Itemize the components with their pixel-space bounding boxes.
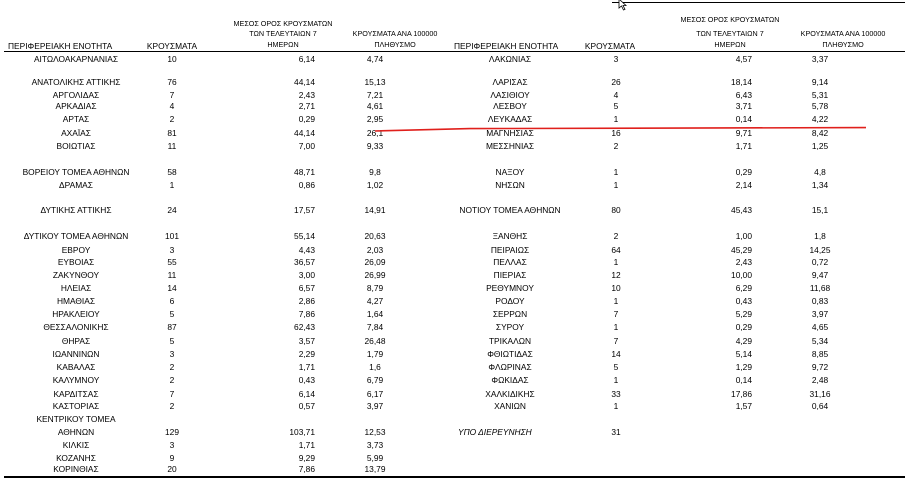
per100k-value: 9,33: [366, 141, 384, 151]
avg-value: 48,71: [294, 167, 315, 177]
region-name: ΣΕΡΡΩΝ: [492, 309, 528, 319]
region-name: ΚΕΝΤΡΙΚΟΥ ΤΟΜΕΑ: [36, 414, 116, 424]
per100k-value: 2,48: [811, 375, 829, 385]
cases-value: 81: [167, 128, 177, 138]
cases-value: 58: [167, 167, 177, 177]
region-name: ΑΘΗΝΩΝ: [57, 427, 95, 437]
per100k-value: 31,16: [809, 389, 831, 399]
region-name: ΑΡΚΑΔΙΑΣ: [55, 101, 97, 111]
per100k-value: 3,73: [366, 440, 384, 450]
region-name: ΛΑΣΙΘΙΟΥ: [490, 90, 530, 100]
per100k-value: 14,91: [364, 205, 386, 215]
per100k-value: 6,17: [366, 389, 384, 399]
header-region-right: ΠΕΡΙΦΕΡΕΙΑΚΗ ΕΝΟΤΗΤΑ: [454, 41, 559, 51]
cases-value: 1: [613, 375, 619, 385]
avg-value: 3,71: [735, 101, 752, 111]
per100k-value: 4,8: [814, 167, 826, 177]
per100k-value: 26,1: [366, 128, 384, 138]
per100k-value: 26,48: [364, 336, 386, 346]
cases-value: 3: [613, 54, 619, 64]
avg-value: 6,14: [298, 54, 315, 64]
avg-value: 62,43: [294, 322, 315, 332]
avg-value: 45,43: [731, 205, 752, 215]
region-name: ΑΙΤΩΛΟΑΚΑΡΝΑΝΙΑΣ: [33, 54, 119, 64]
header-cases-right: ΚΡΟΥΣΜΑΤΑ: [584, 41, 636, 51]
per100k-value: 5,78: [811, 101, 829, 111]
avg-value: 6,14: [298, 389, 315, 399]
avg-value: 0,14: [735, 375, 752, 385]
region-name: ΝΗΣΩΝ: [495, 180, 525, 190]
cases-value: 1: [613, 114, 619, 124]
per100k-value: 0,64: [811, 401, 829, 411]
cases-value: 7: [613, 309, 619, 319]
per100k-value: 1,34: [811, 180, 829, 190]
region-name: ΚΑΣΤΟΡΙΑΣ: [52, 401, 100, 411]
cases-value: 3: [169, 245, 175, 255]
per100k-value: 15,13: [364, 77, 386, 87]
avg-value: 7,86: [298, 309, 315, 319]
per100k-value: 1,25: [811, 141, 829, 151]
cases-value: 55: [167, 257, 177, 267]
per100k-value: 4,27: [366, 296, 384, 306]
cases-value: 1: [613, 322, 619, 332]
per100k-value: 3,37: [811, 54, 829, 64]
region-name: ΠΙΕΡΙΑΣ: [493, 270, 527, 280]
per100k-value: 13,79: [364, 464, 386, 474]
cases-value: 3: [169, 440, 175, 450]
avg-value: 6,57: [298, 283, 315, 293]
per100k-value: 5,34: [811, 336, 829, 346]
avg-value: 0,29: [298, 114, 315, 124]
cases-value: 14: [167, 283, 177, 293]
cases-value: 101: [165, 231, 179, 241]
avg-value: 3,00: [298, 270, 315, 280]
cases-value: 5: [169, 336, 175, 346]
region-name: ΝΑΞΟΥ: [495, 167, 525, 177]
avg-value: 4,57: [735, 54, 752, 64]
per100k-value: 3,97: [811, 309, 829, 319]
per100k-value: 12,53: [364, 427, 386, 437]
region-name: ΕΥΒΟΙΑΣ: [57, 257, 95, 267]
cases-value: 12: [611, 270, 621, 280]
region-name: ΣΥΡΟΥ: [495, 322, 525, 332]
pointer-cursor-icon: [617, 0, 631, 16]
cases-value: 76: [167, 77, 177, 87]
region-name: ΚΑΡΔΙΤΣΑΣ: [53, 389, 99, 399]
avg-value: 18,14: [731, 77, 752, 87]
region-name: ΗΡΑΚΛΕΙΟΥ: [52, 309, 100, 319]
per100k-value: 26,99: [364, 270, 386, 280]
per100k-value: 3,97: [366, 401, 384, 411]
avg-value: 0,29: [735, 167, 752, 177]
region-name: ΥΠΟ ΔΙΕΡΕΥΝΗΣΗ: [458, 427, 532, 437]
per100k-value: 8,42: [811, 128, 829, 138]
cases-value: 7: [613, 336, 619, 346]
per100k-value: 1,02: [366, 180, 384, 190]
avg-value: 0,57: [298, 401, 315, 411]
cases-value: 129: [165, 427, 179, 437]
cases-value: 80: [611, 205, 621, 215]
cases-value: 2: [169, 114, 175, 124]
per100k-value: 26,09: [364, 257, 386, 267]
region-name: ΗΛΕΙΑΣ: [60, 283, 92, 293]
cases-value: 1: [613, 257, 619, 267]
cases-value: 4: [613, 90, 619, 100]
avg-value: 1,71: [735, 141, 752, 151]
per100k-value: 1,64: [366, 309, 384, 319]
avg-value: 1,71: [298, 440, 315, 450]
avg-value: 17,57: [294, 205, 315, 215]
cases-value: 10: [611, 283, 621, 293]
per100k-value: 1,79: [366, 349, 384, 359]
avg-value: 4,43: [298, 245, 315, 255]
cases-value: 2: [613, 231, 619, 241]
region-name: ΦΛΩΡΙΝΑΣ: [488, 362, 532, 372]
region-name: ΧΑΛΚΙΔΙΚΗΣ: [485, 389, 535, 399]
cases-value: 1: [613, 180, 619, 190]
per100k-value: 8,85: [811, 349, 829, 359]
avg-value: 10,00: [731, 270, 752, 280]
region-name: ΔΡΑΜΑΣ: [59, 180, 93, 190]
cases-value: 6: [169, 296, 175, 306]
avg-value: 7,00: [298, 141, 315, 151]
region-name: ΕΒΡΟΥ: [61, 245, 91, 255]
per100k-value: 5,99: [366, 453, 384, 463]
avg-value: 0,43: [735, 296, 752, 306]
avg-value: 0,86: [298, 180, 315, 190]
cases-value: 33: [611, 389, 621, 399]
per100k-value: 0,83: [811, 296, 829, 306]
per100k-value: 4,61: [366, 101, 384, 111]
avg-value: 0,43: [298, 375, 315, 385]
per100k-value: 8,79: [366, 283, 384, 293]
cases-value: 24: [167, 205, 177, 215]
header-avg-left-3: ΗΜΕΡΩΝ: [267, 40, 299, 49]
cases-value: 9: [169, 453, 175, 463]
region-name: ΘΗΡΑΣ: [61, 336, 91, 346]
cases-value: 11: [167, 270, 177, 280]
region-name: ΛΕΥΚΑΔΑΣ: [487, 114, 533, 124]
avg-value: 2,14: [735, 180, 752, 190]
avg-value: 4,29: [735, 336, 752, 346]
region-name: ΚΟΖΑΝΗΣ: [56, 453, 96, 463]
header-region-left: ΠΕΡΙΦΕΡΕΙΑΚΗ ΕΝΟΤΗΤΑ: [8, 41, 113, 51]
region-name: ΑΡΤΑΣ: [62, 114, 90, 124]
avg-value: 0,14: [735, 114, 752, 124]
avg-value: 2,43: [735, 257, 752, 267]
cases-value: 10: [167, 54, 177, 64]
per100k-value: 9,14: [811, 77, 829, 87]
region-name: ΛΕΣΒΟΥ: [493, 101, 527, 111]
cases-value: 64: [611, 245, 621, 255]
per100k-value: 9,8: [369, 167, 381, 177]
region-name: ΚΑΒΑΛΑΣ: [56, 362, 96, 372]
avg-value: 45,29: [731, 245, 752, 255]
avg-value: 0,29: [735, 322, 752, 332]
per100k-value: 4,22: [811, 114, 829, 124]
cases-value: 7: [169, 90, 175, 100]
avg-value: 9,71: [735, 128, 752, 138]
cases-value: 3: [169, 349, 175, 359]
header-avg-left-2: ΤΩΝ ΤΕΛΕΥΤΑΙΩΝ 7: [249, 29, 317, 38]
cases-value: 1: [613, 296, 619, 306]
cases-value: 2: [613, 141, 619, 151]
cases-value: 1: [613, 401, 619, 411]
cases-value: 4: [169, 101, 175, 111]
cases-value: 31: [611, 427, 621, 437]
per100k-value: 2,95: [366, 114, 384, 124]
region-name: ΜΕΣΣΗΝΙΑΣ: [485, 141, 535, 151]
per100k-value: 6,79: [366, 375, 384, 385]
header-per-left-1: ΚΡΟΥΣΜΑΤΑ ΑΝΑ 100000: [352, 29, 438, 38]
cases-value: 20: [167, 464, 177, 474]
per100k-value: 11,68: [809, 283, 831, 293]
cases-value: 5: [613, 362, 619, 372]
avg-value: 1,57: [735, 401, 752, 411]
top-rule: [612, 2, 905, 3]
per100k-value: 9,47: [811, 270, 829, 280]
cases-value: 2: [169, 375, 175, 385]
per100k-value: 7,84: [366, 322, 384, 332]
per100k-value: 4,65: [811, 322, 829, 332]
per100k-value: 4,74: [366, 54, 384, 64]
avg-value: 44,14: [294, 77, 315, 87]
cases-value: 11: [167, 141, 177, 151]
region-name: ΡΕΘΥΜΝΟΥ: [486, 283, 534, 293]
avg-value: 2,43: [298, 90, 315, 100]
region-name: ΡΟΔΟΥ: [495, 296, 525, 306]
per100k-value: 2,03: [366, 245, 384, 255]
avg-value: 36,57: [294, 257, 315, 267]
region-name: ΑΝΑΤΟΛΙΚΗΣ ΑΤΤΙΚΗΣ: [31, 77, 121, 87]
avg-value: 3,57: [298, 336, 315, 346]
avg-value: 1,00: [735, 231, 752, 241]
avg-value: 6,43: [735, 90, 752, 100]
cases-value: 87: [167, 322, 177, 332]
avg-value: 7,86: [298, 464, 315, 474]
per100k-value: 9,72: [811, 362, 829, 372]
avg-value: 2,86: [298, 296, 315, 306]
cases-value: 7: [169, 389, 175, 399]
region-name: ΦΩΚΙΔΑΣ: [491, 375, 529, 385]
region-name: ΒΟΡΕΙΟΥ ΤΟΜΕΑ ΑΘΗΝΩΝ: [22, 167, 130, 177]
cases-value: 5: [169, 309, 175, 319]
region-name: ΦΘΙΩΤΙΔΑΣ: [487, 349, 533, 359]
per100k-value: 0,72: [811, 257, 829, 267]
header-avg-right-3: ΗΜΕΡΩΝ: [714, 40, 746, 49]
avg-value: 6,29: [735, 283, 752, 293]
header-rule: [4, 51, 905, 52]
avg-value: 1,29: [735, 362, 752, 372]
avg-value: 17,86: [731, 389, 752, 399]
region-name: ΔΥΤΙΚΗΣ ΑΤΤΙΚΗΣ: [40, 205, 112, 215]
per100k-value: 1,6: [369, 362, 381, 372]
avg-value: 5,14: [735, 349, 752, 359]
avg-value: 9,29: [298, 453, 315, 463]
bottom-rule: [4, 476, 905, 478]
region-name: ΖΑΚΥΝΘΟΥ: [52, 270, 100, 280]
per100k-value: 5,31: [811, 90, 829, 100]
cases-value: 26: [611, 77, 621, 87]
region-name: ΠΕΛΛΑΣ: [493, 257, 527, 267]
region-name: ΚΙΛΚΙΣ: [62, 440, 90, 450]
header-per-right-2: ΠΛΗΘΥΣΜΟ: [822, 40, 864, 49]
region-name: ΙΩΑΝΝΙΝΩΝ: [52, 349, 100, 359]
region-name: ΚΟΡΙΝΘΙΑΣ: [53, 464, 99, 474]
header-per-right-1: ΚΡΟΥΣΜΑΤΑ ΑΝΑ 100000: [800, 29, 886, 38]
region-name: ΗΜΑΘΙΑΣ: [56, 296, 96, 306]
region-name: ΑΧΑΪΑΣ: [61, 128, 91, 138]
avg-value: 1,71: [298, 362, 315, 372]
header-cases-left: ΚΡΟΥΣΜΑΤΑ: [146, 41, 198, 51]
avg-value: 5,29: [735, 309, 752, 319]
per100k-value: 1,8: [814, 231, 826, 241]
header-avg-right-1: ΜΕΣΟΣ ΟΡΟΣ ΚΡΟΥΣΜΑΤΩΝ: [680, 15, 780, 24]
cases-value: 1: [169, 180, 175, 190]
cases-value: 14: [611, 349, 621, 359]
per100k-value: 20,63: [364, 231, 386, 241]
avg-value: 44,14: [294, 128, 315, 138]
region-name: ΛΑΚΩΝΙΑΣ: [488, 54, 532, 64]
avg-value: 2,29: [298, 349, 315, 359]
region-name: ΒΟΙΩΤΙΑΣ: [56, 141, 96, 151]
region-name: ΔΥΤΙΚΟΥ ΤΟΜΕΑ ΑΘΗΝΩΝ: [23, 231, 129, 241]
region-name: ΛΑΡΙΣΑΣ: [492, 77, 528, 87]
region-name: ΘΕΣΣΑΛΟΝΙΚΗΣ: [43, 322, 109, 332]
cases-value: 16: [611, 128, 621, 138]
region-name: ΑΡΓΟΛΙΔΑΣ: [52, 90, 100, 100]
avg-value: 103,71: [289, 427, 315, 437]
avg-value: 2,71: [298, 101, 315, 111]
cases-value: 2: [169, 362, 175, 372]
per100k-value: 7,21: [366, 90, 384, 100]
header-avg-right-2: ΤΩΝ ΤΕΛΕΥΤΑΙΩΝ 7: [696, 29, 764, 38]
cases-value: 5: [613, 101, 619, 111]
avg-value: 55,14: [294, 231, 315, 241]
region-name: ΞΑΝΘΗΣ: [492, 231, 528, 241]
header-avg-left-1: ΜΕΣΟΣ ΟΡΟΣ ΚΡΟΥΣΜΑΤΩΝ: [233, 19, 333, 28]
per100k-value: 14,25: [809, 245, 831, 255]
header-per-left-2: ΠΛΗΘΥΣΜΟ: [374, 40, 416, 49]
region-name: ΧΑΝΙΩΝ: [494, 401, 526, 411]
region-name: ΤΡΙΚΑΛΩΝ: [488, 336, 532, 346]
per100k-value: 15,1: [811, 205, 829, 215]
region-name: ΜΑΓΝΗΣΙΑΣ: [486, 128, 534, 138]
region-name: ΠΕΙΡΑΙΩΣ: [490, 245, 530, 255]
region-name: ΚΑΛΥΜΝΟΥ: [52, 375, 100, 385]
cases-value: 2: [169, 401, 175, 411]
region-name: ΝΟΤΙΟΥ ΤΟΜΕΑ ΑΘΗΝΩΝ: [459, 205, 561, 215]
cases-value: 1: [613, 167, 619, 177]
